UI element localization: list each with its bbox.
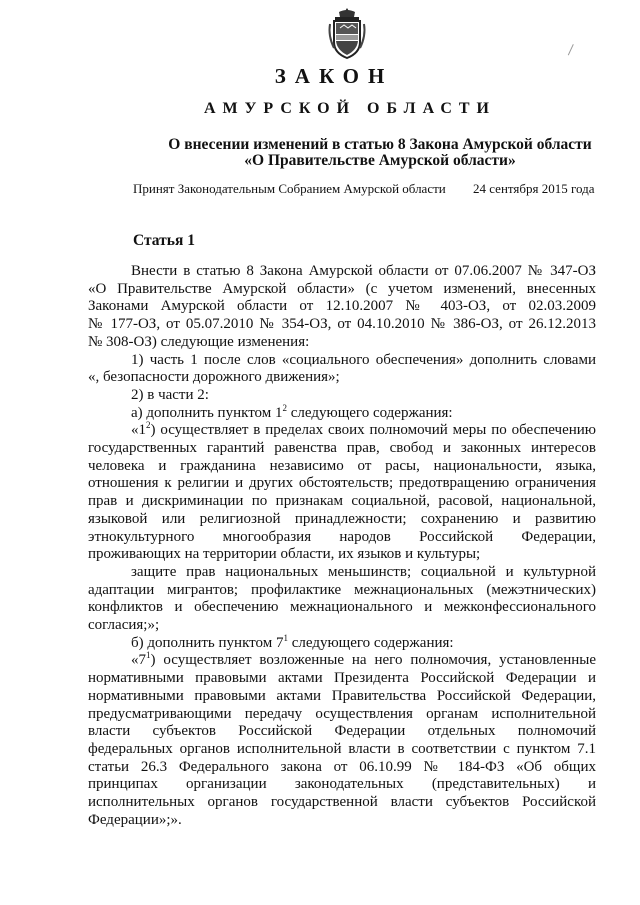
region-title: АМУРСКОЙ ОБЛАСТИ: [204, 100, 496, 117]
text-line: согласия;»;: [88, 617, 160, 634]
text-line: государственных гарантий равенства прав, свобод и законных интересов: [88, 440, 596, 457]
text-line: нормативными правовыми актами Президента Российской Федерации и: [88, 670, 596, 687]
text-line: № 177-ОЗ, от 05.07.2010 № 354-ОЗ, от 04.10.2010 № 386-ОЗ, от 26.12.2013: [88, 316, 596, 333]
text-line: предусматривающими передачу осуществления органам исполнительной: [88, 705, 596, 722]
superscript: 2: [146, 420, 151, 431]
text-line: человека и гражданина независимо от расы, национальности, языка,: [88, 457, 596, 474]
text-line: защите прав национальных меньшинств; социальной и культурной: [131, 563, 596, 580]
amur-oblast-coat-of-arms-icon: [326, 6, 368, 60]
text-line: адаптации мигрантов; профилактике межнациональных (межэтнических): [88, 581, 596, 598]
law-subject-line-2: «О Правительстве Амурской области»: [244, 152, 516, 169]
text-fragment: «1: [131, 422, 146, 439]
text-line: Федерации»;».: [88, 811, 182, 828]
text-line: «, безопасности дорожного движения»;: [88, 369, 340, 386]
text-line: № 308-ОЗ) следующие изменения:: [88, 333, 310, 350]
text-line: Внести в статью 8 Закона Амурской области от 07.06.2007 № 347-ОЗ: [131, 263, 596, 279]
article-heading: Статья 1: [133, 232, 195, 249]
text-line: [88, 632, 596, 653]
text-fragment: ) осуществляет в пределах своих полномочий меры по обеспечению: [150, 422, 596, 439]
text-line: отношения к религии и других обстоятельств; предотвращению ограничения: [88, 475, 596, 492]
text-line: [88, 652, 596, 670]
text-line: федеральных органов исполнительной власти в соответствии с пунктом 7.1: [88, 740, 596, 757]
text-line: статьи 26.3 Федерального закона от 06.10.99 № 184-ФЗ «Об общих: [88, 758, 596, 775]
text-line: [88, 422, 596, 440]
text-line: Законами Амурской области от 12.10.2007 № 403-ОЗ, от 02.03.2009: [88, 298, 596, 315]
adoption-date: 24 сентября 2015 года: [473, 181, 595, 196]
text-fragment: «7: [131, 652, 146, 669]
law-subject-line-1: О внесении изменений в статью 8 Закона Амурской области: [168, 136, 592, 153]
text-line: проживающих на территории области, их языков и культуры;: [88, 546, 481, 563]
text-line: 1) часть 1 после слов «социального обеспечения» дополнить словами: [131, 351, 596, 368]
adopted-by: Принят Законодательным Собранием Амурской области: [133, 181, 446, 196]
superscript: 1: [146, 650, 151, 661]
text-fragment: ) осуществляет возложенные на него полномочия, установленные: [150, 652, 596, 669]
text-fragment: следующего содержания:: [287, 634, 454, 651]
superscript: 2: [282, 402, 288, 413]
text-line: исполнительных органов государственной власти субъектов Российской: [88, 794, 596, 811]
text-line: [88, 402, 596, 423]
text-line: принципах организации законодательных (представительных) и: [88, 776, 596, 793]
text-fragment: б) дополнить пунктом 7: [131, 634, 284, 651]
text-line: прав и дискриминации по признакам социальной, расовой, национальной,: [88, 493, 596, 510]
text-line: языковой или религиозной принадлежности; сохранению и развитию: [88, 510, 596, 527]
text-line: нормативными правовыми актами Правительства Российской Федерации,: [88, 687, 596, 704]
text-fragment: следующего содержания:: [287, 404, 453, 421]
law-title: ЗАКОН: [274, 64, 394, 88]
text-line: этнокультурного многообразия народов Российской Федерации,: [88, 528, 596, 545]
superscript: 1: [283, 632, 288, 643]
article-body: [88, 263, 596, 830]
pen-mark: [568, 44, 579, 58]
text-line: власти субъектов Российской Федерации отдельных полномочий: [88, 723, 596, 740]
text-line: 2) в части 2:: [131, 386, 209, 403]
text-fragment: а) дополнить пунктом 1: [131, 404, 283, 421]
text-line: конфликтов и обеспечению межнационального и межконфессионального: [88, 599, 596, 616]
text-line: «О Правительстве Амурской области» (с учетом изменений, внесенных: [88, 280, 596, 297]
